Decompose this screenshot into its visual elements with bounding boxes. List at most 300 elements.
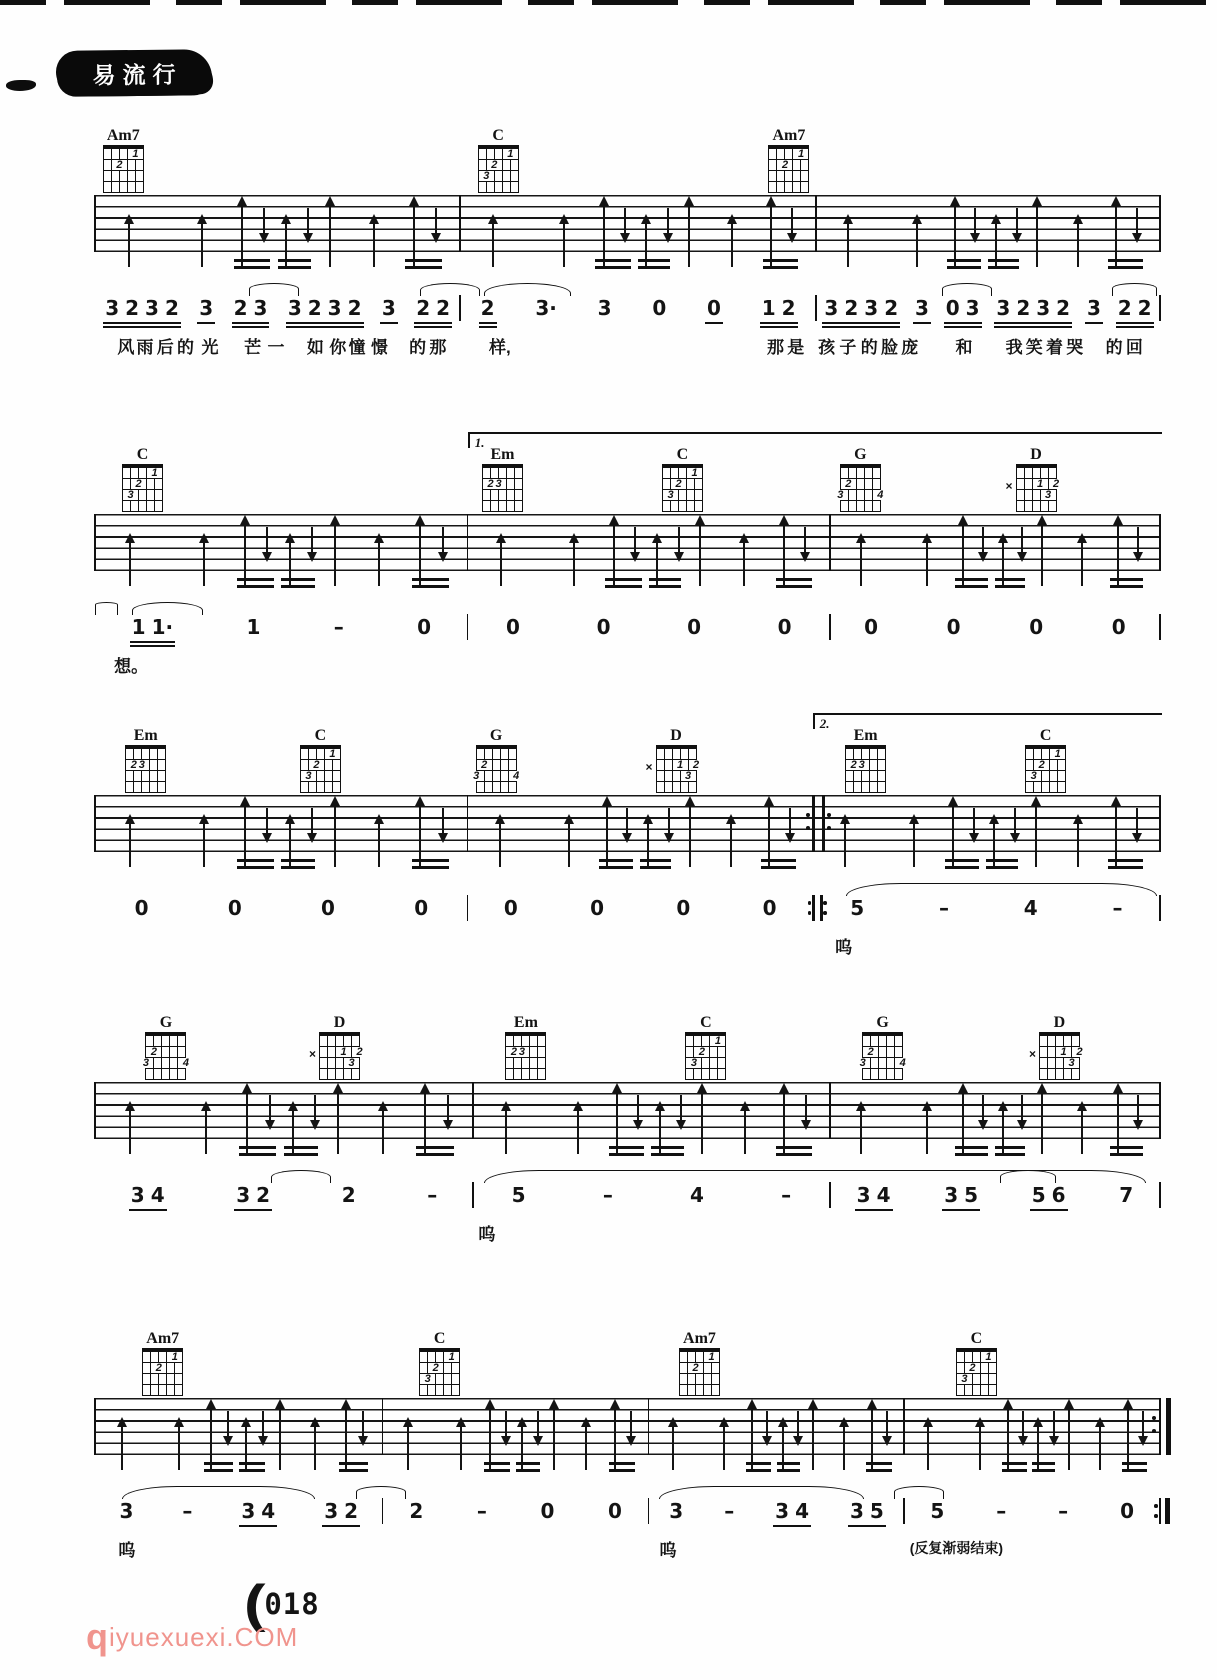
beam (281, 578, 315, 588)
strum-down-icon (667, 208, 669, 234)
jianpu-group (760, 297, 798, 328)
finger-number: 1 (448, 1351, 455, 1363)
chord-diagram-Am7 (100, 127, 146, 193)
slur-arc (122, 1486, 316, 1499)
tab-measure (830, 514, 1160, 600)
barline (648, 1498, 650, 1524)
jianpu-note: 5 (1031, 1183, 1046, 1207)
beam (284, 1146, 318, 1156)
jianpu-group (944, 297, 982, 328)
beam (1108, 259, 1142, 269)
tab-measure (95, 1082, 473, 1168)
jianpu-group (776, 616, 794, 641)
finger-number: 1 (797, 148, 805, 160)
tab-staff-wrap (95, 1082, 1160, 1168)
strum-up-icon (129, 1110, 131, 1154)
strum-down-icon (624, 208, 626, 234)
jianpu-note: – (476, 1499, 487, 1523)
strum-down-icon (982, 527, 984, 553)
muted-string-icon: × (1005, 479, 1013, 493)
jianpu-note: 0 (503, 896, 518, 920)
strum-up-icon (314, 1426, 316, 1470)
strum-up-icon (1036, 205, 1038, 267)
slur-arc (484, 283, 571, 296)
finger-number: 3 (690, 1057, 697, 1069)
jianpu-group (425, 1184, 439, 1209)
lyrics-line (95, 333, 1160, 359)
finger-number: 1 (1037, 478, 1044, 490)
jianpu-measure (468, 616, 830, 641)
jianpu-note: 2 (341, 1183, 356, 1207)
fretboard-grid (679, 1348, 720, 1396)
finger-number: 3 (1030, 770, 1037, 782)
slur-arc (1112, 283, 1157, 296)
slur-arc (659, 1486, 863, 1499)
beam (237, 578, 274, 588)
jianpu-group (415, 616, 433, 641)
jianpu-note: 0 (540, 1499, 555, 1523)
strum-down-icon (1022, 1411, 1024, 1437)
lyrics-line (95, 1536, 1160, 1562)
finger-number: 1 (985, 1351, 992, 1363)
watermark-text: iyuexuexi.COM (109, 1622, 299, 1652)
finger-number: 2 (487, 478, 494, 490)
strum-up-icon (954, 205, 956, 267)
strum-up-icon (812, 1408, 814, 1470)
beam (777, 1462, 800, 1472)
chord-name: C (700, 1014, 712, 1031)
finger-number: 3 (473, 770, 480, 782)
jianpu-note: 2 (233, 296, 248, 320)
jianpu-group (332, 616, 346, 641)
jianpu-group (722, 1500, 736, 1525)
jianpu-note: 1 (131, 615, 146, 639)
strum-up-icon (1115, 805, 1117, 867)
beam (278, 259, 311, 269)
strum-up-icon (573, 542, 575, 586)
strum-down-icon (1053, 1411, 1055, 1437)
strum-down-icon (1137, 527, 1139, 553)
finger-number: 1 (507, 148, 514, 160)
beam (649, 578, 682, 588)
strum-up-icon (499, 823, 501, 867)
beam (763, 259, 799, 269)
lyric: 一 (267, 338, 285, 357)
beam (1032, 1462, 1055, 1472)
strum-up-icon (847, 223, 849, 267)
finger-number: 3 (142, 1057, 150, 1069)
jianpu-group (862, 616, 880, 641)
jianpu-group (928, 1500, 946, 1525)
chord-diagram-C (475, 127, 521, 193)
beam (651, 1146, 683, 1156)
jianpu-group (595, 616, 613, 641)
lyrics-line (95, 652, 1160, 678)
strum-up-icon (723, 1426, 725, 1470)
fretboard-grid (473, 745, 520, 793)
jianpu-note: – (602, 1183, 613, 1207)
strum-down-icon (263, 208, 265, 234)
jianpu-measure (830, 616, 1160, 641)
jianpu-group (937, 897, 951, 922)
strum-down-icon (266, 527, 268, 553)
slur-arc (356, 1486, 406, 1499)
strum-up-icon (241, 205, 243, 267)
jianpu-line (95, 600, 1160, 652)
jianpu-group (130, 616, 175, 647)
finger-number: 1 (677, 759, 684, 771)
jianpu-group (510, 1184, 528, 1209)
strum-up-icon (373, 223, 375, 267)
strum-up-icon (688, 205, 690, 267)
jianpu-note: 0 (676, 896, 691, 920)
strum-up-icon (614, 1408, 616, 1470)
jianpu-note: 3 (856, 1183, 871, 1207)
barline (829, 614, 831, 640)
finger-number: 2 (135, 478, 142, 490)
jianpu-group (588, 897, 606, 922)
finger-number: 3 (685, 770, 692, 782)
jianpu-note: 3 (145, 296, 159, 320)
system-1 (95, 127, 1160, 359)
muted-string-icon: × (309, 1047, 317, 1061)
strum-up-icon (979, 1426, 981, 1470)
lyric: 笑 (1025, 338, 1043, 357)
jianpu-note: 0 (1029, 615, 1044, 639)
finger-number: 3 (518, 1046, 526, 1058)
beam (988, 259, 1019, 269)
strum-up-icon (460, 1426, 462, 1470)
finger-number: 2 (510, 1046, 518, 1058)
strum-up-icon (121, 1426, 123, 1470)
strum-up-icon (329, 205, 331, 267)
chord-name: G (489, 727, 503, 744)
barline (1159, 295, 1161, 321)
jianpu-note: 2 (1056, 296, 1071, 320)
barline (1159, 614, 1161, 640)
finger-number: 3 (858, 759, 865, 771)
jianpu-group (596, 297, 614, 322)
strum-down-icon (435, 208, 437, 234)
fretboard-grid (103, 145, 144, 193)
jianpu-note: 3 (996, 296, 1011, 320)
beam (599, 859, 634, 869)
barline (903, 1498, 905, 1524)
chord-diagram-D (1028, 1014, 1083, 1080)
jianpu-note: 3 (864, 296, 879, 320)
ink-smudge (6, 80, 36, 91)
jianpu-group (319, 897, 337, 922)
barline (1159, 895, 1161, 921)
strum-up-icon (730, 823, 732, 867)
strum-up-icon (927, 1426, 929, 1470)
strum-up-icon (244, 805, 246, 867)
strum-down-icon (797, 1411, 799, 1437)
lyric: 憧 (348, 338, 366, 357)
strum-up-icon (731, 223, 733, 267)
jianpu-note: 3 (597, 296, 612, 320)
finger-number: 1 (1060, 1046, 1067, 1058)
chord-name: C (433, 1330, 446, 1347)
muted-string-icon: × (1028, 1047, 1036, 1061)
jianpu-group (129, 1184, 167, 1211)
strum-up-icon (419, 524, 421, 586)
lyric: 憬 (370, 338, 388, 357)
jianpu-note: 0 (417, 615, 432, 639)
lyric: 样, (489, 338, 511, 357)
system-3 (95, 716, 1160, 959)
jianpu-note: 1 (246, 615, 261, 639)
chord-name: Em (513, 1014, 538, 1031)
chord-name: Am7 (772, 127, 806, 144)
jianpu-group (1085, 297, 1103, 324)
jianpu-group (133, 897, 151, 922)
lyric: 那 (767, 338, 784, 357)
beam (1108, 859, 1143, 869)
lyric: 风 (117, 338, 135, 357)
strum-down-icon (1014, 808, 1016, 834)
jianpu-group (1118, 1500, 1136, 1525)
beam (995, 578, 1025, 588)
strum-up-icon (952, 805, 954, 867)
jianpu-note: 0 (687, 615, 701, 639)
finger-number: 2 (116, 159, 123, 171)
strum-up-icon (783, 1092, 785, 1154)
system-5 (95, 1330, 1160, 1562)
beam (595, 259, 631, 269)
jianpu-group (945, 616, 963, 641)
jianpu-note: 7 (1119, 1183, 1134, 1207)
strum-up-icon (1077, 823, 1079, 867)
finger-number: 2 (150, 1046, 158, 1058)
finger-number: 1 (340, 1046, 347, 1058)
strum-up-icon (563, 223, 565, 267)
chord-diagram-C (1023, 727, 1069, 793)
slur-arc (1000, 1170, 1055, 1183)
strum-up-icon (962, 524, 964, 586)
watermark-logo-q: q (86, 1616, 109, 1657)
jianpu-note: 2 (884, 296, 899, 320)
finger-number: 1 (714, 1035, 721, 1047)
jianpu-note: 0 (777, 615, 792, 639)
jianpu-group (685, 616, 703, 641)
strum-up-icon (1081, 542, 1083, 586)
jianpu-note: 0 (707, 296, 721, 320)
chord-diagram-C (417, 1330, 463, 1396)
chord-diagram-Am7 (140, 1330, 186, 1396)
strum-down-icon (804, 527, 806, 553)
jianpu-line (95, 1484, 1160, 1536)
jianpu-note: 2 (125, 296, 140, 320)
strum-down-icon (442, 527, 444, 553)
lyric: 的 (409, 338, 427, 357)
strum-up-icon (577, 1110, 579, 1154)
jianpu-note: 2 (256, 1183, 271, 1207)
lyric: 和 (955, 338, 973, 357)
strum-up-icon (962, 1092, 964, 1154)
jianpu-note: – (996, 1499, 1007, 1523)
finger-number: 1 (691, 467, 698, 479)
chord-name: C (676, 446, 689, 463)
lyric: 是 (787, 338, 805, 357)
barline (829, 1182, 831, 1208)
strum-up-icon (926, 542, 928, 586)
chord-diagram-D (645, 727, 700, 793)
strum-up-icon (345, 1408, 347, 1470)
strum-up-icon (743, 542, 745, 586)
jianpu-group (502, 897, 520, 922)
lyric: 呜 (835, 938, 853, 957)
strum-up-icon (768, 805, 770, 867)
jianpu-note: 2 (436, 296, 451, 320)
strum-up-icon (606, 805, 608, 867)
strum-up-icon (492, 223, 494, 267)
tab-measure (816, 195, 1160, 281)
strum-up-icon (505, 1110, 507, 1154)
chord-diagram-C (683, 1014, 729, 1080)
finger-number: 3 (1045, 489, 1052, 501)
finger-number: 2 (867, 1046, 874, 1058)
strum-up-icon (378, 542, 380, 586)
beam (605, 578, 641, 588)
strum-down-icon (537, 1411, 539, 1437)
strum-up-icon (334, 805, 336, 867)
slur-arc (894, 1486, 944, 1499)
chord-diagram-Am7 (766, 127, 812, 193)
beam (995, 1146, 1025, 1156)
chord-row (95, 716, 1160, 795)
chord-diagram-C (119, 446, 165, 512)
beam (609, 1146, 645, 1156)
lyric: 着 (1046, 338, 1064, 357)
lyric: 雨 (136, 338, 154, 357)
chord-diagram-D (1005, 446, 1060, 512)
fretboard-grid (859, 1032, 906, 1080)
finger-number: 4 (182, 1057, 190, 1069)
chord-name: D (1053, 1014, 1066, 1031)
lyric: 呜 (659, 1541, 677, 1560)
fretboard-grid (505, 1032, 546, 1080)
jianpu-group (674, 897, 692, 922)
jianpu-note: 3 (324, 1499, 339, 1523)
strum-down-icon (447, 1095, 449, 1121)
jianpu-group (1116, 297, 1154, 328)
finger-number: 3 (305, 770, 312, 782)
jianpu-group (538, 1500, 556, 1525)
tab-staff-wrap (95, 195, 1160, 281)
chord-name: G (854, 446, 867, 463)
beam (746, 1462, 772, 1472)
jianpu-group (1056, 1500, 1070, 1525)
jianpu-note: – (1058, 1499, 1069, 1523)
lyric: 那 (429, 338, 447, 357)
strum-up-icon (413, 205, 415, 267)
strum-up-icon (500, 542, 502, 586)
jianpu-group (234, 1184, 272, 1211)
jianpu-measure (816, 297, 1160, 328)
strum-up-icon (744, 1110, 746, 1154)
slur-arc (132, 602, 203, 615)
fretboard-grid (768, 145, 809, 193)
fretboard-grid (309, 1032, 363, 1080)
finger-number: 2 (845, 478, 852, 490)
fretboard-grid (956, 1348, 997, 1396)
jianpu-note: 3 (965, 296, 980, 320)
jianpu-group (942, 1184, 980, 1211)
watermark (86, 1616, 298, 1658)
jianpu-note: 4 (1023, 896, 1038, 920)
jianpu-group (761, 897, 779, 922)
muted-string-icon: × (645, 760, 653, 774)
strum-down-icon (886, 1411, 888, 1437)
strum-up-icon (203, 542, 205, 586)
strum-up-icon (1099, 1426, 1101, 1470)
jianpu-note: 3 (381, 296, 396, 320)
strum-up-icon (783, 524, 785, 586)
chord-diagram-C (953, 1330, 999, 1396)
page-number-crescent: ( (243, 1575, 266, 1633)
fretboard-grid (1028, 1032, 1083, 1080)
barline (815, 295, 817, 321)
jianpu-measure (813, 897, 1160, 922)
chord-name: C (136, 446, 149, 463)
beam (405, 259, 442, 269)
jianpu-group (1022, 897, 1040, 922)
jianpu-note: 4 (690, 1183, 704, 1207)
jianpu-note: 3 (1036, 296, 1051, 320)
end-repeat-sign (1159, 1398, 1171, 1455)
jianpu-note: 5 (511, 1183, 526, 1207)
finger-number: 1 (329, 748, 336, 760)
jianpu-group (606, 1500, 624, 1525)
strum-down-icon (678, 527, 680, 553)
strum-down-icon (1021, 1095, 1023, 1121)
strum-up-icon (1007, 1408, 1009, 1470)
chord-diagram-G (143, 1014, 189, 1080)
volta-label: 2. (819, 716, 830, 731)
strum-down-icon (1136, 208, 1138, 234)
strum-down-icon (362, 1411, 364, 1437)
fretboard-grid (125, 745, 166, 793)
jianpu-note: 3 (199, 296, 214, 320)
slur-arc (249, 283, 299, 296)
jianpu-note: 3 (1086, 296, 1101, 320)
strum-up-icon (407, 1426, 409, 1470)
lyric: 孩 (818, 338, 836, 357)
beam (239, 1146, 277, 1156)
chord-name: C (314, 727, 327, 744)
ending-instruction: (反复渐弱结束) (909, 1540, 1004, 1556)
chord-diagram-C (297, 727, 343, 793)
jianpu-group (667, 1500, 685, 1525)
barline (467, 895, 469, 921)
strum-up-icon (568, 823, 570, 867)
strum-up-icon (279, 1408, 281, 1470)
finger-number: 3 (127, 489, 134, 501)
strum-down-icon (266, 808, 268, 834)
jianpu-note: 0 (1120, 1499, 1135, 1523)
jianpu-note: 2 (347, 296, 362, 320)
tab-staff-wrap (95, 1398, 1160, 1484)
strum-up-icon (860, 1110, 862, 1154)
finger-number: 1 (708, 1351, 715, 1363)
finger-number: 3 (424, 1373, 431, 1385)
beam (1110, 1146, 1143, 1156)
jianpu-note: 0 (506, 615, 520, 639)
strum-up-icon (701, 1092, 703, 1154)
beam (945, 859, 980, 869)
beam (516, 1462, 540, 1472)
